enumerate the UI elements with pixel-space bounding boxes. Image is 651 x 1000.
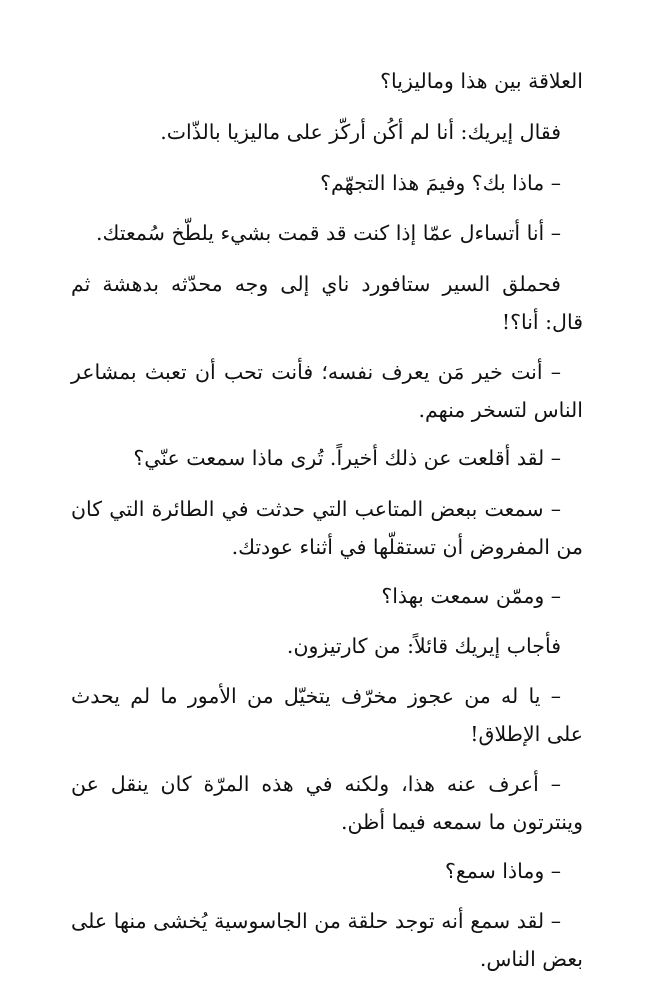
paragraph-4: – أنا أتساءل عمّا إذا كنت قد قمت بشيء يلطّخ سُمعتك.: [96, 221, 561, 245]
paragraph-3: – ماذا بك؟ وفيمَ هذا التجهّم؟: [320, 171, 561, 195]
paragraph-9: – وممّن سمعت بهذا؟: [381, 584, 561, 608]
paragraph-11: – يا له من عجوز مخرّف يتخيّل من الأمور ما لم يحدث على الإطلاق!: [71, 684, 583, 746]
paragraph-13: – وماذا سمع؟: [444, 859, 561, 883]
paragraph-1: العلاقة بين هذا وماليزيا؟: [380, 69, 583, 93]
paragraph-10: فأجاب إيريك قائلاً: من كارتيزون.: [286, 634, 561, 658]
paragraph-14: – لقد سمع أنه توجد حلقة من الجاسوسية يُخشى منها على بعض الناس.: [71, 909, 583, 971]
paragraph-8: – سمعت ببعض المتاعب التي حدثت في الطائرة التي كان من المفروض أن تستقلّها في أثناء عودتك.: [71, 497, 583, 559]
paragraph-2: فقال إيريك: أنا لم أكُن أركّز على ماليزيا بالذّات.: [160, 120, 561, 144]
paragraph-5: فحملق السير ستافورد ناي إلى وجه محدّثه بدهشة ثم قال: أنا؟!: [71, 272, 583, 334]
paragraph-6: – أنت خير مَن يعرف نفسه؛ فأنت تحب أن تعبث بمشاعر الناس لتسخر منهم.: [71, 360, 583, 422]
paragraph-7: – لقد أقلعت عن ذلك أخيراً. تُرى ماذا سمعت عنّي؟: [133, 446, 561, 470]
paragraph-12: – أعرف عنه هذا، ولكنه في هذه المرّة كان ينقل عن وينترتون ما سمعه فيما أظن.: [71, 772, 583, 834]
